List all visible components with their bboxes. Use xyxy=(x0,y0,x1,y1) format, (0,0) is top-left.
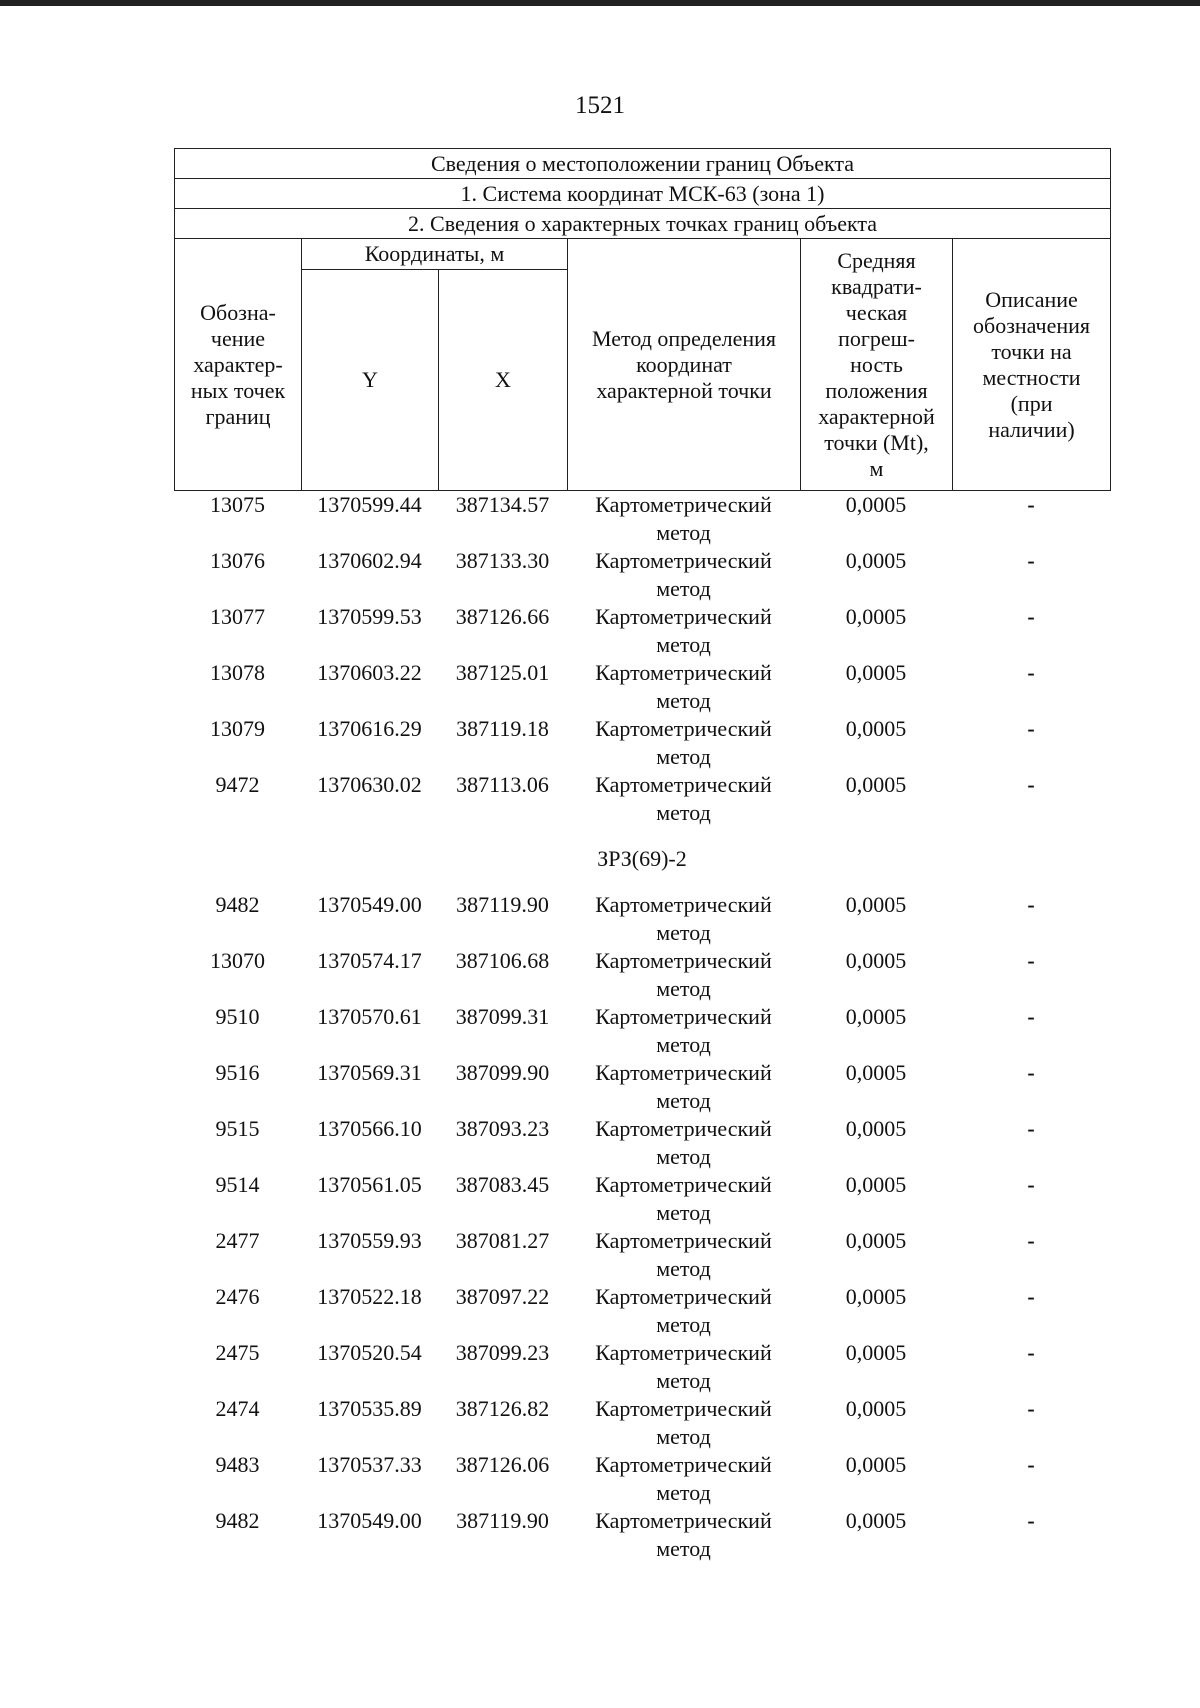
method: Картометрический метод xyxy=(595,716,772,769)
coord-x: 387134.57 xyxy=(455,492,550,517)
error-mt: 0,0005 xyxy=(845,1116,907,1141)
method: Картометрический метод xyxy=(595,1004,772,1057)
error-mt: 0,0005 xyxy=(845,1396,907,1421)
method: Картометрический метод xyxy=(595,492,772,545)
error-mt: 0,0005 xyxy=(845,1508,907,1533)
table-row xyxy=(174,891,1110,947)
col-coordinates-header: Координаты, м xyxy=(302,239,568,270)
method: Картометрический метод xyxy=(595,548,772,601)
method: Картометрический метод xyxy=(595,1340,772,1393)
method: Картометрический метод xyxy=(595,1228,772,1281)
method: Картометрический метод xyxy=(595,1396,772,1449)
method: Картометрический метод xyxy=(595,1060,772,1113)
coord-x: 387126.82 xyxy=(455,1396,550,1421)
col-method-header: Метод определения координат характерной точки xyxy=(568,239,801,491)
table-row xyxy=(174,603,1110,659)
table-row xyxy=(174,491,1110,547)
coord-y: 1370535.89 xyxy=(317,1396,422,1421)
coord-x: 387113.06 xyxy=(456,772,549,797)
coord-x: 387133.30 xyxy=(455,548,550,573)
table-row xyxy=(174,1507,1110,1563)
point-id: 13077 xyxy=(210,604,265,629)
table-body xyxy=(174,491,1110,1563)
method: Картометрический метод xyxy=(595,892,772,945)
description: - xyxy=(1027,492,1035,517)
coord-y: 1370549.00 xyxy=(317,1508,422,1533)
col-designation-header: Обозна- чение характер- ных точек границ xyxy=(175,239,302,491)
coord-y: 1370599.44 xyxy=(317,492,422,517)
error-mt: 0,0005 xyxy=(845,604,907,629)
table-row xyxy=(174,771,1110,827)
table-row xyxy=(174,1451,1110,1507)
method: Картометрический метод xyxy=(595,1172,772,1225)
coord-y: 1370630.02 xyxy=(317,772,422,797)
col-error-header: Средняя квадрати- ческая погреш- ность положения характерной точки (Mt), м xyxy=(801,239,953,491)
description: - xyxy=(1027,1116,1035,1141)
method: Картометрический метод xyxy=(595,948,772,1001)
header-title: Сведения о местоположении границ Объекта xyxy=(175,149,1111,179)
description: - xyxy=(1027,948,1035,973)
method: Картометрический метод xyxy=(595,1116,772,1169)
description: - xyxy=(1027,1396,1035,1421)
point-id: 13076 xyxy=(210,548,265,573)
table-row xyxy=(174,947,1110,1003)
method: Картометрический метод xyxy=(595,1452,772,1505)
header-coordinate-system: 1. Система координат МСК-63 (зона 1) xyxy=(175,179,1111,209)
coord-x: 387081.27 xyxy=(455,1228,550,1253)
table-row xyxy=(174,1059,1110,1115)
point-id: 2474 xyxy=(215,1396,260,1421)
point-id: 9472 xyxy=(215,772,260,797)
coord-x: 387093.23 xyxy=(455,1116,550,1141)
point-id: 9482 xyxy=(215,892,260,917)
method: Картометрический метод xyxy=(595,1508,772,1561)
coord-x: 387126.66 xyxy=(455,604,550,629)
description: - xyxy=(1027,892,1035,917)
coord-y: 1370549.00 xyxy=(317,892,422,917)
error-mt: 0,0005 xyxy=(845,1060,907,1085)
description: - xyxy=(1027,1508,1035,1533)
description: - xyxy=(1027,604,1035,629)
table-header xyxy=(174,148,1111,491)
description: - xyxy=(1027,772,1035,797)
section-label: ЗРЗ(69)-2 xyxy=(597,846,687,871)
table-row xyxy=(174,1339,1110,1395)
point-id: 9483 xyxy=(215,1452,260,1477)
boundary-table xyxy=(174,148,1110,1563)
coord-y: 1370559.93 xyxy=(317,1228,422,1253)
error-mt: 0,0005 xyxy=(845,1452,907,1477)
error-mt: 0,0005 xyxy=(845,892,907,917)
coord-y: 1370520.54 xyxy=(317,1340,422,1365)
coord-x: 387099.31 xyxy=(455,1004,550,1029)
coord-x: 387097.22 xyxy=(455,1284,550,1309)
error-mt: 0,0005 xyxy=(845,548,907,573)
error-mt: 0,0005 xyxy=(845,716,907,741)
table-row xyxy=(174,659,1110,715)
error-mt: 0,0005 xyxy=(845,1284,907,1309)
top-border-rule xyxy=(0,0,1200,6)
col-description-header: Описание обозначения точки на местности (при наличии) xyxy=(953,239,1111,491)
description: - xyxy=(1027,1452,1035,1477)
table-row xyxy=(174,547,1110,603)
point-id: 9516 xyxy=(215,1060,260,1085)
error-mt: 0,0005 xyxy=(845,1172,907,1197)
col-x-header: X xyxy=(439,270,568,491)
page-number: 1521 xyxy=(575,92,625,119)
error-mt: 0,0005 xyxy=(845,948,907,973)
table-row xyxy=(174,1227,1110,1283)
point-id: 2476 xyxy=(215,1284,260,1309)
table-row xyxy=(174,1115,1110,1171)
description: - xyxy=(1027,660,1035,685)
point-id: 9514 xyxy=(215,1172,260,1197)
description: - xyxy=(1027,1060,1035,1085)
error-mt: 0,0005 xyxy=(845,660,907,685)
coord-x: 387119.90 xyxy=(456,1508,549,1533)
coord-y: 1370561.05 xyxy=(317,1172,422,1197)
point-id: 13075 xyxy=(210,492,265,517)
description: - xyxy=(1027,1172,1035,1197)
error-mt: 0,0005 xyxy=(845,1228,907,1253)
description: - xyxy=(1027,1004,1035,1029)
table-row xyxy=(174,1171,1110,1227)
coord-x: 387125.01 xyxy=(455,660,550,685)
description: - xyxy=(1027,1228,1035,1253)
method: Картометрический метод xyxy=(595,604,772,657)
point-id: 2475 xyxy=(215,1340,260,1365)
table-row xyxy=(174,1003,1110,1059)
coord-y: 1370570.61 xyxy=(317,1004,422,1029)
description: - xyxy=(1027,1284,1035,1309)
coord-y: 1370602.94 xyxy=(317,548,422,573)
coord-y: 1370566.10 xyxy=(317,1116,422,1141)
method: Картометрический метод xyxy=(595,660,772,713)
coord-y: 1370569.31 xyxy=(317,1060,422,1085)
table-row xyxy=(174,1395,1110,1451)
coord-x: 387126.06 xyxy=(455,1452,550,1477)
coord-y: 1370537.33 xyxy=(317,1452,422,1477)
coord-x: 387083.45 xyxy=(455,1172,550,1197)
coord-y: 1370599.53 xyxy=(317,604,422,629)
header-points-title: 2. Сведения о характерных точках границ объекта xyxy=(175,209,1111,239)
error-mt: 0,0005 xyxy=(845,1004,907,1029)
coord-y: 1370574.17 xyxy=(317,948,422,973)
error-mt: 0,0005 xyxy=(845,492,907,517)
error-mt: 0,0005 xyxy=(845,772,907,797)
coord-x: 387119.18 xyxy=(456,716,549,741)
point-id: 9510 xyxy=(215,1004,260,1029)
description: - xyxy=(1027,548,1035,573)
point-id: 9482 xyxy=(215,1508,260,1533)
section-row xyxy=(174,827,1110,891)
description: - xyxy=(1027,716,1035,741)
coord-y: 1370522.18 xyxy=(317,1284,422,1309)
table-row xyxy=(174,1283,1110,1339)
coord-x: 387099.23 xyxy=(455,1340,550,1365)
error-mt: 0,0005 xyxy=(845,1340,907,1365)
description: - xyxy=(1027,1340,1035,1365)
coord-y: 1370603.22 xyxy=(317,660,422,685)
point-id: 13079 xyxy=(210,716,265,741)
method: Картометрический метод xyxy=(595,1284,772,1337)
col-y-header: Y xyxy=(302,270,439,491)
point-id: 2477 xyxy=(215,1228,260,1253)
coord-x: 387106.68 xyxy=(455,948,550,973)
point-id: 13078 xyxy=(210,660,265,685)
coord-x: 387099.90 xyxy=(455,1060,550,1085)
coord-x: 387119.90 xyxy=(456,892,549,917)
method: Картометрический метод xyxy=(595,772,772,825)
coord-y: 1370616.29 xyxy=(317,716,422,741)
table-row xyxy=(174,715,1110,771)
point-id: 13070 xyxy=(210,948,265,973)
point-id: 9515 xyxy=(215,1116,260,1141)
